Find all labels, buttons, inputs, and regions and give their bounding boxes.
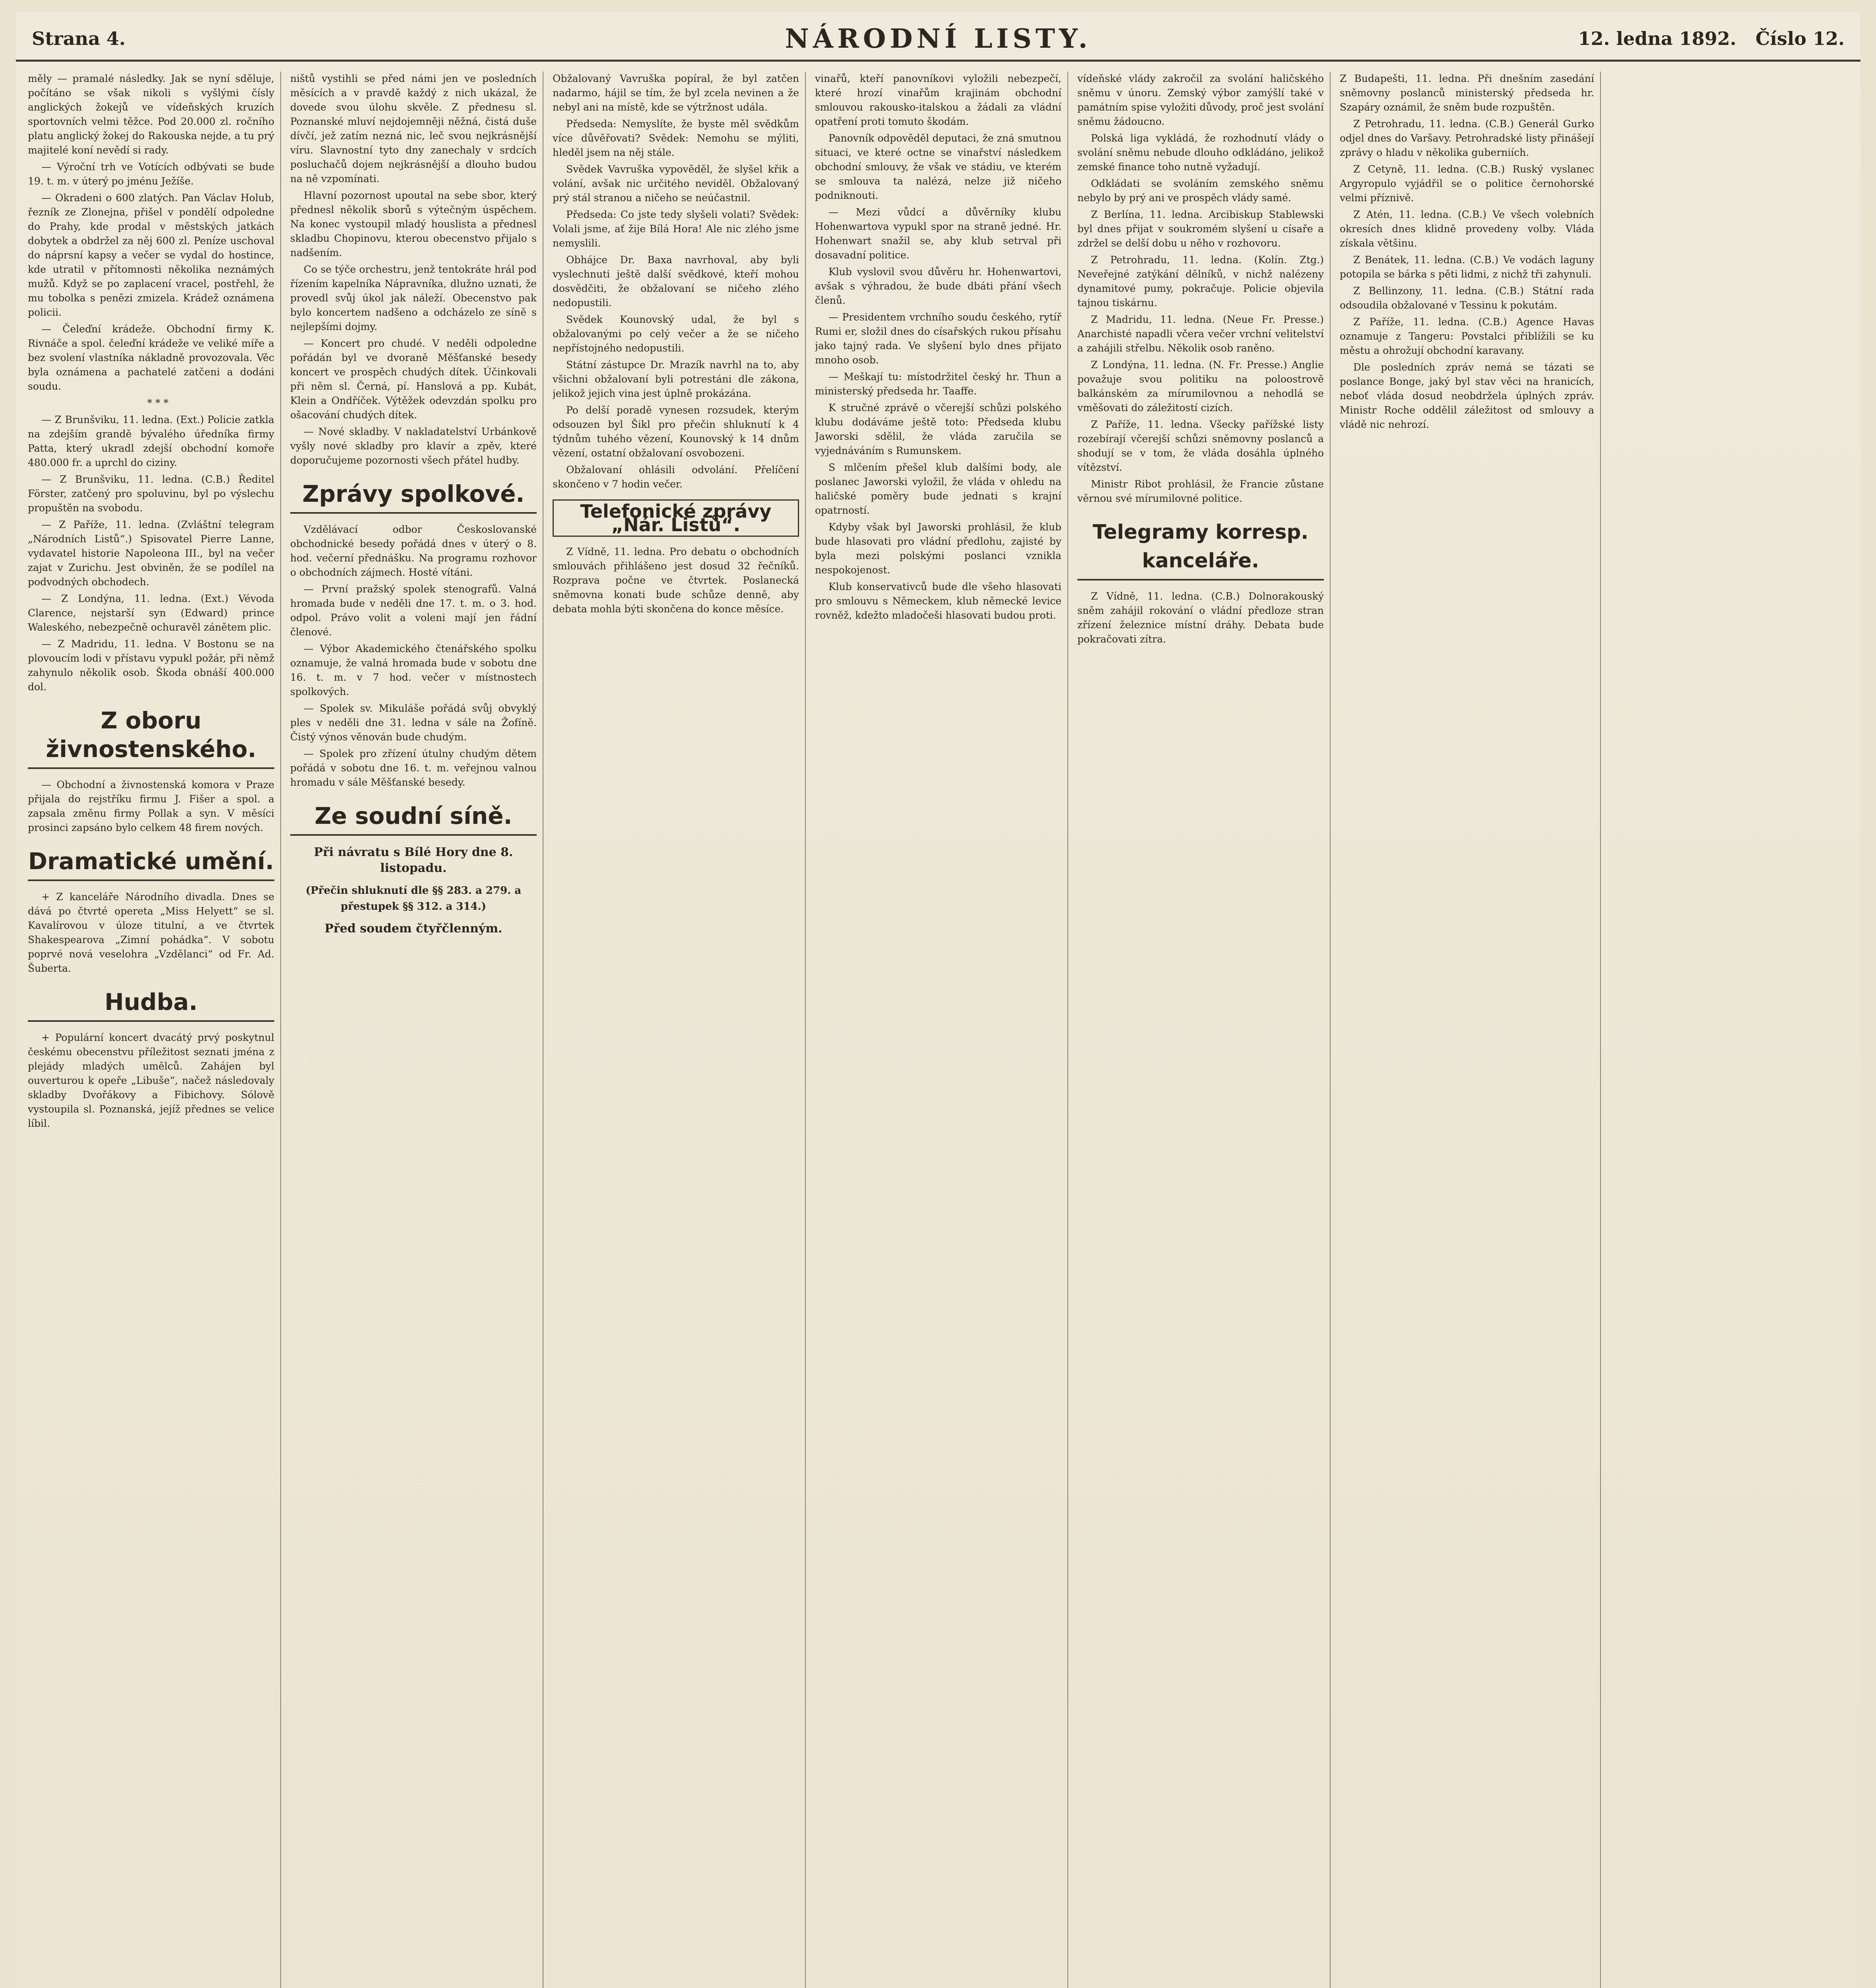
paragraph: Z Paříže, 11. ledna. Všecky pařížské listy rozebírají včerejší schůzi sněmovny poslanců a shodují se v tom, že vláda dosáhla úplného vítězství. <box>1077 419 1324 473</box>
column-4 <box>815 72 1061 1988</box>
paragraph: Z Berlína, 11. ledna. Arcibiskup Stablewski byl dnes přijat v soukromém slyšení u císaře a zdržel se delší dobu u něho v rozhovoru. <box>1077 209 1324 249</box>
paragraph: měly — pramalé následky. Jak se nyní sděluje, počítáno se však nikoli s vyšlými čísly anglických žokejů ve vídeňských kruzích sportovních velmi těžce. Pod 20.000 zl. ročního platu anglický žokej do Rakouska nejde, a tu prý majitelé koní nevědí si rady. <box>28 73 274 156</box>
paragraph: Z Madridu, 11. ledna. (Neue Fr. Presse.) Anarchisté napadli včera večer vrchní velitelství a zahájili střelbu. Několik osob raněno. <box>1077 314 1324 354</box>
column-5 <box>1077 72 1324 1988</box>
section-heading-zpravy: Zprávy spolkové. <box>290 480 537 514</box>
section-heading-drama: Dramatické umění. <box>28 847 274 881</box>
paragraph: Obžalovaný Vavruška popíral, že byl zatčen nadarmo, hájil se tím, že byl zcela nevinen a že nebyl ani na místě, kde se výtržnost udála. <box>553 73 799 113</box>
paragraph: + Z kanceláře Národního divadla. Dnes se dává po čtvrté opereta „Miss Helyett“ se sl. Kavalírovou v úloze titulní, a ve čtvrtek Shakespearova „Zimní pohádka“. V sobotu poprvé nová veselohra „Vzdělanci“ od Fr. Ad. Šuberta. <box>28 891 274 974</box>
paragraph: — Z Londýna, 11. ledna. (Ext.) Vévoda Clarence, nejstarší syn (Edward) prince Waleského, nebezpečně ochuravěl zánětem plic. <box>28 593 274 633</box>
paragraph: Z Vídně, 11. ledna. (C.B.) Dolnorakouský sněm zahájil rokování o vládní předloze stran zřízení železnice místní dráhy. Debata bude pokračovati zítra. <box>1077 590 1324 645</box>
paragraph: Obhájce Dr. Baxa navrhoval, aby byli vyslechnuti ještě další svědkové, kteří mohou dosvědčiti, že obžalovaní se ničeho zlého nedopustili. <box>553 254 799 309</box>
paragraph: Z Paříže, 11. ledna. (C.B.) Agence Havas oznamuje z Tangeru: Povstalci přiblížili se ku městu a ohrožují obchodní karavany. <box>1340 316 1594 356</box>
separator: * * * <box>147 397 169 409</box>
paragraph: vinařů, kteří panovníkovi vyložili nebezpečí, které hrozí vinařům krajinám obchodní smlouvou rakousko-italskou a žádali za vládní opatření proti tomuto škodám. <box>815 73 1061 127</box>
paragraph: Klub konservativců bude dle všeho hlasovati pro smlouvu s Německem, klub německé levice rovněž, kdežto mladočeši hlasovati budou proti. <box>815 581 1061 621</box>
paragraph: Po delší poradě vynesen rozsudek, kterým odsouzen byl Šikl pro přečin shluknutí k 4 týdnům tuhého vězení, Kounovský k 14 dnům vězení, ostatní obžalovaní osvobozeni. <box>553 404 799 459</box>
paragraph: Z Bellinzony, 11. ledna. (C.B.) Státní rada odsoudila obžalované v Tessinu k pokutám. <box>1340 285 1594 311</box>
issue-number: Číslo 12. <box>1755 28 1845 49</box>
paragraph: — Meškají tu: místodržitel český hr. Thun a ministerský předseda hr. Taaffe. <box>815 371 1061 397</box>
paragraph: K stručné zprávě o včerejší schůzi polského klubu dodáváme ještě toto: Předseda klubu Jaworski sdělil, že vláda zaručila se vyjednáváním s Rumunskem. <box>815 402 1061 456</box>
paragraph: Klub vyslovil svou důvěru hr. Hohenwartovi, avšak s výhradou, že bude dbáti přání všech členů. <box>815 266 1061 306</box>
paragraph: — Mezi vůdcí a důvěrníky klubu Hohenwartova vypukl spor na straně jedné. Hr. Hohenwart snažil se, aby klub setrval při dosavadní politice. <box>815 206 1061 261</box>
section-heading-telefon: Telefonické zprávy „Nár. Listů“. <box>553 499 799 537</box>
paragraph: Kdyby však byl Jaworski prohlásil, že klub bude hlasovati pro vládní předlohu, zajisté by byla mezi polskými poslanci vznikla nespokojenost. <box>815 521 1061 576</box>
paragraph: Ministr Ribot prohlásil, že Francie zůstane věrnou své mírumilovné politice. <box>1077 478 1324 504</box>
paragraph: Svědek Kounovský udal, že byl s obžalovanými po celý večer a že se ničeho nepřístojného nedopustili. <box>553 314 799 354</box>
paragraph: Z Vídně, 11. ledna. Pro debatu o obchodních smlouvách přihlášeno jest dosud 32 řečníků. Rozprava počne ve čtvrtek. Poslanecká sněmovna konati bude schůze denně, aby debata mohla býti skončena do konce měsíce. <box>553 546 799 615</box>
paragraph: Polská liga vykládá, že rozhodnutí vlády o svolání sněmu nebude dlouho odkládáno, jelikož zemské finance toho nutně vyžadují. <box>1077 132 1324 173</box>
paragraph: — Koncert pro chudé. V neděli odpoledne pořádán byl ve dvoraně Měšťanské besedy koncert ve prospěch chudých dítek. Účinkovali při něm sl. Černá, pí. Hanslová a pp. Kubát, Klein a Ondříček. Výtěžek odevzdán spolku pro ošacování chudých dítek. <box>290 338 537 421</box>
paragraph: Z Petrohradu, 11. ledna. (Kolín. Ztg.) Neveřejné zatýkání dělníků, v nichž nalézeny dynamitové pumy, pokračuje. Policie objevila tajnou tiskárnu. <box>1077 254 1324 309</box>
column-rule <box>1330 72 1331 1988</box>
paragraph: ništů vystihli se před námi jen ve posledních měsících a v pravdě každý z nich ukázal, že dovede svou úlohu skvěle. Z přednesu sl. Poznanské mluví nejdojemněji něžná, čistá duše dívčí, jež zatím nezná nic, leč svou nejkrásnější víru. Slavnostní tyto dny zanechaly v srdcích posluchačů dojem nejkrásnější a dlouho budou na ně vzpomínati. <box>290 73 537 184</box>
paragraph: — Výroční trh ve Votících odbývati se bude 19. t. m. v úterý po jménu Ježíše. <box>28 161 274 187</box>
column-6 <box>1340 72 1594 1988</box>
court-tribunal: Před soudem čtyřčlenným. <box>324 922 502 936</box>
column-rule <box>1600 72 1601 1988</box>
page-number: Strana 4. <box>32 28 126 49</box>
paragraph: — Spolek pro zřízení útulny chudým dětem pořádá v sobotu dne 16. t. m. veřejnou valnou hromadu v sále Měšťanské besedy. <box>290 748 537 788</box>
paragraph: — Spolek sv. Mikuláše pořádá svůj obvyklý ples v neděli dne 31. ledna v sále na Žofíně. Čistý výnos věnován bude chudým. <box>290 703 537 743</box>
paragraph: Předseda: Nemyslíte, že byste měl svědkům více důvěřovati? Svědek: Nemohu se mýliti, hleděl jsem na něj stále. <box>553 118 799 158</box>
column-2 <box>290 72 537 1988</box>
paragraph: Z Atén, 11. ledna. (C.B.) Ve všech volebních okresích dnes klidně provedeny volby. Vláda získala většinu. <box>1340 209 1594 249</box>
section-heading-zivnost: Z oboru živnostenského. <box>28 706 274 769</box>
paragraph: Odkládati se svoláním zemského sněmu nebylo by prý ani ve prospěch vlády samé. <box>1077 178 1324 204</box>
column-1 <box>28 72 274 1988</box>
newspaper-page <box>16 12 1860 1988</box>
paragraph: Státní zástupce Dr. Mrazík navrhl na to, aby všichni obžalovaní byli potrestáni dle zákona, jelikož jejich vina jest úplně prokázána. <box>553 359 799 399</box>
paragraph: + Populární koncert dvacátý prvý poskytnul českému obecenstvu příležitost seznati jména z plejády mladých umělců. Zahájen byl ouverturou k opeře „Libuše“, načež následovaly skladby Dvořákovy a Fibichovy. Sólově vystoupila sl. Poznanská, jejíž přednes se velice líbil. <box>28 1032 274 1129</box>
page-header <box>16 12 1860 62</box>
paragraph: Z Budapešti, 11. ledna. Při dnešním zasedání sněmovny poslanců ministerský předseda hr. Szapáry oznámil, že sněm bude rozpuštěn. <box>1340 73 1594 113</box>
column-rule <box>805 72 806 1988</box>
paragraph: — První pražský spolek stenografů. Valná hromada bude v neděli dne 17. t. m. o 3. hod. odpol. Právo volit a voleni mají jen řádní členové. <box>290 583 537 638</box>
column-3 <box>553 72 799 1988</box>
paragraph: Z Londýna, 11. ledna. (N. Fr. Presse.) Anglie považuje svou politiku na poloostrově balkánském za mírumilovnou a nehodlá se vměšovati do záležitostí cizích. <box>1077 359 1324 414</box>
paragraph: Z Cetyně, 11. ledna. (C.B.) Ruský vyslanec Argyropulo vyjádřil se o politice černohorské velmi příznivě. <box>1340 163 1594 204</box>
column-rule <box>280 72 281 1988</box>
paragraph: — Okradeni o 600 zlatých. Pan Václav Holub, řezník ze Zlonejna, přišel v pondělí odpoledne do Prahy, kde prodal v městských jatkách dobytek a obdržel za něj 600 zl. Peníze uschoval do náprsní kapsy a večer se vydal do hostince, kde utratil v přítomnosti několika neznámých mužů. Když se po zaplacení vracel, postřehl, že mu tobolka s penězi zmizela. Krádež oznámena policii. <box>28 192 274 318</box>
paragraph: — Nové skladby. V nakladatelství Urbánkově vyšly nové skladby pro klavír a zpěv, které doporučujeme pozornosti všech přátel hudby. <box>290 426 537 466</box>
paragraph: — Z Madridu, 11. ledna. V Bostonu se na plovoucím lodi v přístavu vypukl požár, při němž zahynulo několik osob. Škoda obnáší 400.000 dol. <box>28 638 274 693</box>
paragraph: — Obchodní a živnostenská komora v Praze přijala do rejstříku firmu J. Fišer a spol. a zapsala změnu firmy Pollak a syn. V měsíci prosinci zapsáno bylo celkem 48 firem nových. <box>28 779 274 833</box>
paragraph: Co se týče orchestru, jenž tentokráte hrál pod řízením kapelníka Nápravníka, dlužno uznati, že provedl svůj úkol jak náleží. Obecenstvo pak bylo koncertem nadšeno a odcházelo ze síně s nejlepšími dojmy. <box>290 264 537 332</box>
paragraph: Hlavní pozornost upoutal na sebe sbor, který přednesl několik sborů s výtečným úspěchem. Na konec vystoupil mladý houslista a přednesl skladbu Chopinovu, kterou obecenstvo přijalo s nadšením. <box>290 190 537 258</box>
paragraph: — Z Brunšviku, 11. ledna. (C.B.) Ředitel Förster, zatčený pro spoluvinu, byl po výslechu propuštěn na svobodu. <box>28 474 274 514</box>
court-subheading: Při návratu s Bílé Hory dne 8. listopadu. <box>314 845 513 875</box>
paragraph: vídeňské vlády zakročil za svolání haličského sněmu v únoru. Zemský výbor zamýšlí také v památním spise vyložiti důvody, proč jest svolání sněmu žádoucno. <box>1077 73 1324 127</box>
section-heading-telegram: Telegramy korresp. kanceláře. <box>1077 518 1324 580</box>
section-heading-hudba: Hudba. <box>28 988 274 1022</box>
paragraph: Z Benátek, 11. ledna. (C.B.) Ve vodách laguny potopila se bárka s pěti lidmi, z nichž tři zahynuli. <box>1340 254 1594 280</box>
paragraph: — Čeleďní krádeže. Obchodní firmy K. Rivnáče a spol. čeleďní krádeže ve veliké míře a bez svolení vlastníka nákladně provozovala. Věc byla oznámena a pachatelé zatčeni a dodáni soudu. <box>28 323 274 392</box>
paragraph: — Výbor Akademického čtenářského spolku oznamuje, že valná hromada bude v sobotu dne 16. t. m. v 7 hod. večer v místnostech spolkových. <box>290 643 537 697</box>
paragraph: — Z Brunšviku, 11. ledna. (Ext.) Policie zatkla na zdejším grandě bývalého úředníka firmy Patta, který ukradl zdejší obchodní komoře 480.000 fr. a uprchl do ciziny. <box>28 414 274 468</box>
column-rule <box>1067 72 1068 1988</box>
paragraph: Obžalovaní ohlásili odvolání. Přelíčení skončeno v 7 hodin večer. <box>553 464 799 490</box>
paragraph: Dle posledních zpráv nemá se tázati se poslance Bonge, jaký byl stav věci na hranicích, neboť vláda dosud neobdržela úplných zpráv. Ministr Roche oddělil záležitost od smlouvy a vládě nic nehrozí. <box>1340 361 1594 430</box>
issue-date-number <box>1578 28 1845 49</box>
paragraph: Z Petrohradu, 11. ledna. (C.B.) Generál Gurko odjel dnes do Varšavy. Petrohradské listy přinášejí zprávy o hladu v několika guberniích. <box>1340 118 1594 158</box>
paragraph: Svědek Vavruška vypověděl, že slyšel křik a volání, avšak nic určitého neviděl. Obžalovaný prý stál stranou a ničeho se neúčastnil. <box>553 163 799 204</box>
section-heading-soud: Ze soudní síně. <box>290 802 537 836</box>
paragraph: — Z Paříže, 11. ledna. (Zvláštní telegram „Národních Listů“.) Spisovatel Pierre Lanne, vydavatel historie Napoleona III., byl na večer zajat v Zurichu. Jest obviněn, že se podílel na podvodných obchodech. <box>28 519 274 588</box>
paragraph: S mlčením přešel klub dalšími body, ale poslanec Jaworski vyložil, že vláda v ohledu na haličské poměry bude jednati s krajní opatrností. <box>815 462 1061 516</box>
issue-date: 12. ledna 1892. <box>1578 28 1736 49</box>
paragraph: — Presidentem vrchního soudu českého, rytíř Rumi er, složil dnes do císařských rukou přísahu jako tajný rada. Ve slyšení bylo dnes přijato mnoho osob. <box>815 311 1061 366</box>
paragraph: Panovník odpověděl deputaci, že zná smutnou situaci, ve které octne se vinařství následkem obchodní smlouvy, že však ve stádiu, ve kterém se smlouva ta nalézá, nelze již ničeho podniknouti. <box>815 132 1061 201</box>
court-charges: (Přečin shluknutí dle §§ 283. a 279. a přestupek §§ 312. a 314.) <box>305 885 522 912</box>
paragraph: Vzdělávací odbor Českoslovanské obchodnické besedy pořádá dnes v úterý o 8. hod. večerní přednášku. Na programu rozhovor o obchodních zájmech. Hosté vítáni. <box>290 524 537 578</box>
masthead-title: NÁRODNÍ LISTY. <box>785 23 1092 54</box>
paragraph: Předseda: Co jste tedy slyšeli volati? Svědek: Volali jsme, ať žije Bílá Hora! Ale nic zlého jsme nemyslili. <box>553 209 799 249</box>
